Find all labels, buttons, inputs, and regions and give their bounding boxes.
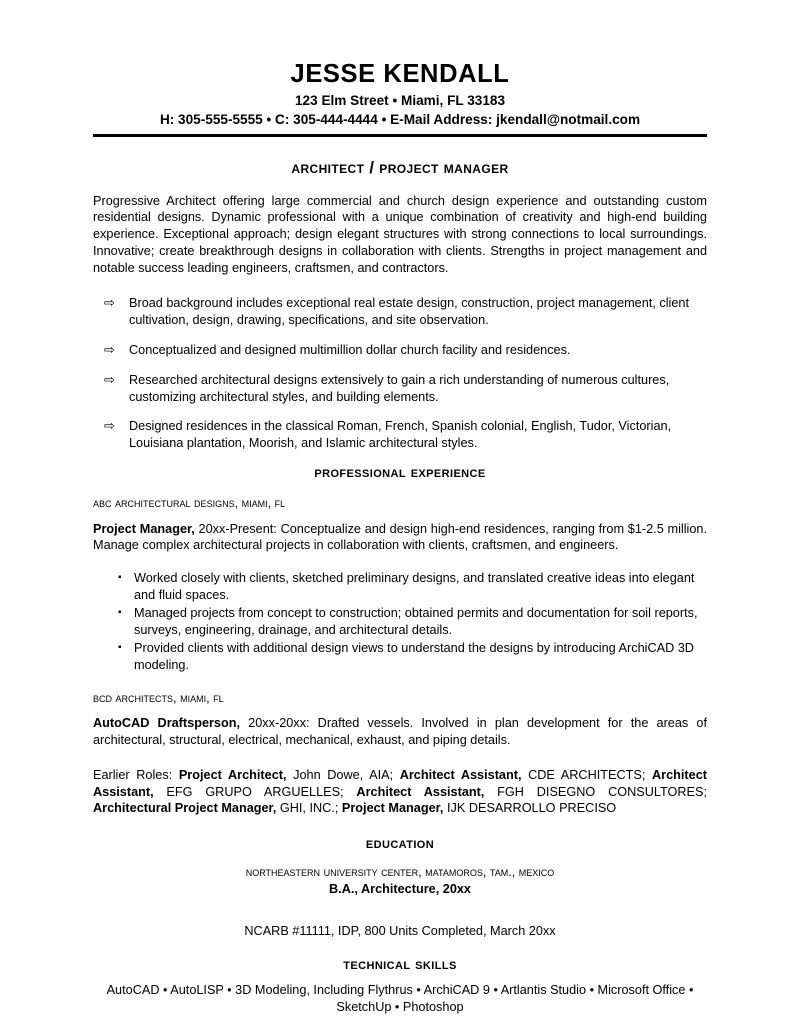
list-item-text: Conceptualized and designed multimillion dollar church facility and residences. [129,342,571,357]
page-title: architect / project manager [291,158,509,177]
arrow-bullet-icon: ⇨ [104,371,115,387]
list-item-text: Managed projects from concept to construction; obtained permits and documentation for soil reports, surveys, engineering, drainage, and architectural details. [134,605,698,637]
job2-role-detail: 20xx-20xx: Drafted vessels. Involved in plan development for the areas of architectural, structural, electrical, mechanical, exhaust, and piping details. [93,716,707,748]
earlier-role-segment-8: Architectural Project Manager, [93,801,277,816]
section-title-education: education [365,835,435,853]
earlier-role-segment-6: Architect Assistant, [356,784,485,799]
earlier-role-segment-9: GHI, INC.; [276,801,342,816]
candidate-contact: H: 305-555-5555 • C: 305-444-4444 • E-Mail Address: jkendall@notmail.com [159,111,641,127]
square-bullet-icon: ▪ [118,606,122,618]
list-item-text: Researched architectural designs extensively to gain a rich understanding of numerous cultures, customizing architectural styles, and building elements. [129,372,670,404]
job2-role-line [93,715,707,749]
arrow-bullet-icon: ⇨ [104,294,115,310]
list-item [93,342,707,359]
arrow-bullet-icon: ⇨ [104,341,115,357]
highlights-list [93,295,707,452]
earlier-role-segment-0: Project Architect, [178,767,287,782]
list-item-text: Worked closely with clients, sketched preliminary designs, and translated creative ideas into elegant and fluid spaces. [134,571,695,603]
candidate-address: 123 Elm Street • Miami, FL 33183 [294,93,506,109]
job1-bullets [93,570,707,673]
earlier-roles-label: Earlier Roles: [93,767,179,782]
list-item-text: Designed residences in the classical Roman, French, Spanish colonial, English, Tudor, Victorian, Louisiana plantation, Moorish, and Islamic architectural styles. [129,419,672,451]
resume-header [93,60,707,137]
earlier-role-segment-2: Architect Assistant, [399,767,522,782]
earlier-role-segment-10: Project Manager, [341,801,444,816]
education-degree: B.A., Architecture, 20xx [329,881,471,896]
list-item [93,418,707,452]
list-item-text: Provided clients with additional design views to understand the designs by introducing ArchiCAD 3D modeling. [134,640,694,672]
job2-company: bcd architects, miami, fl [93,690,224,705]
candidate-name: JESSE KENDALL [290,60,510,88]
earlier-role-segment-7: FGH DISEGNO CONSULTORES; [484,784,708,799]
list-item-text: Broad background includes exceptional real estate design, construction, project management, client cultivation, design, drawing, specifications, and site observation. [129,295,689,327]
earlier-role-segment-3: CDE ARCHITECTS; [521,767,652,782]
job1-role-title: Project Manager, [93,521,195,536]
square-bullet-icon: ▪ [118,641,122,653]
job1-role-detail: 20xx-Present: Conceptualize and design high-end residences, ranging from $1-2.5 million. Manage complex architectural projects in collaboration with clients, craftsmen, and engineers. [93,521,708,553]
list-item [93,295,707,329]
earlier-role-segment-4: Architect Assistant, [93,767,707,799]
job2-role-title: AutoCAD Draftsperson, [93,716,241,731]
technical-skills-list: AutoCAD • AutoLISP • 3D Modeling, Including Flythrus • ArchiCAD 9 • Artlantis Studio • Microsoft Office • SketchUp • Photoshop [106,982,694,1014]
list-item [93,605,707,639]
list-item [93,570,707,604]
earlier-role-segment-1: John Dowe, AIA; [286,767,400,782]
job1-role-line [93,521,707,555]
list-item [93,640,707,674]
section-title-experience: professional experience [314,464,486,482]
job1-company: abc architectural designs, miami, fl [93,495,286,510]
professional-summary: Progressive Architect offering large commercial and church design experience and outstanding custom residential designs. Dynamic professional with a unique combination of creativity and high-end building experience. Exceptional approach; design elegant structures with strong connections to local surroundings. Innovative; create breakthrough designs in collaboration with clients. Strengths in project management and notable success leading engineers, craftsmen, and contractors. [93,193,707,276]
earlier-role-segment-11: IJK DESARROLLO PRECISO [443,801,617,816]
square-bullet-icon: ▪ [118,572,122,584]
earlier-roles [93,767,707,817]
arrow-bullet-icon: ⇨ [104,418,115,434]
earlier-role-segment-5: EFG GRUPO ARGUELLES; [153,784,357,799]
education-certification: NCARB #11111, IDP, 800 Units Completed, March 20xx [244,923,556,938]
section-title-technical-skills: technical skills [343,955,457,973]
education-school: northeastern university center, matamoros, tam., mexico [245,864,555,879]
list-item [93,372,707,406]
earlier-roles-segments [93,768,707,816]
